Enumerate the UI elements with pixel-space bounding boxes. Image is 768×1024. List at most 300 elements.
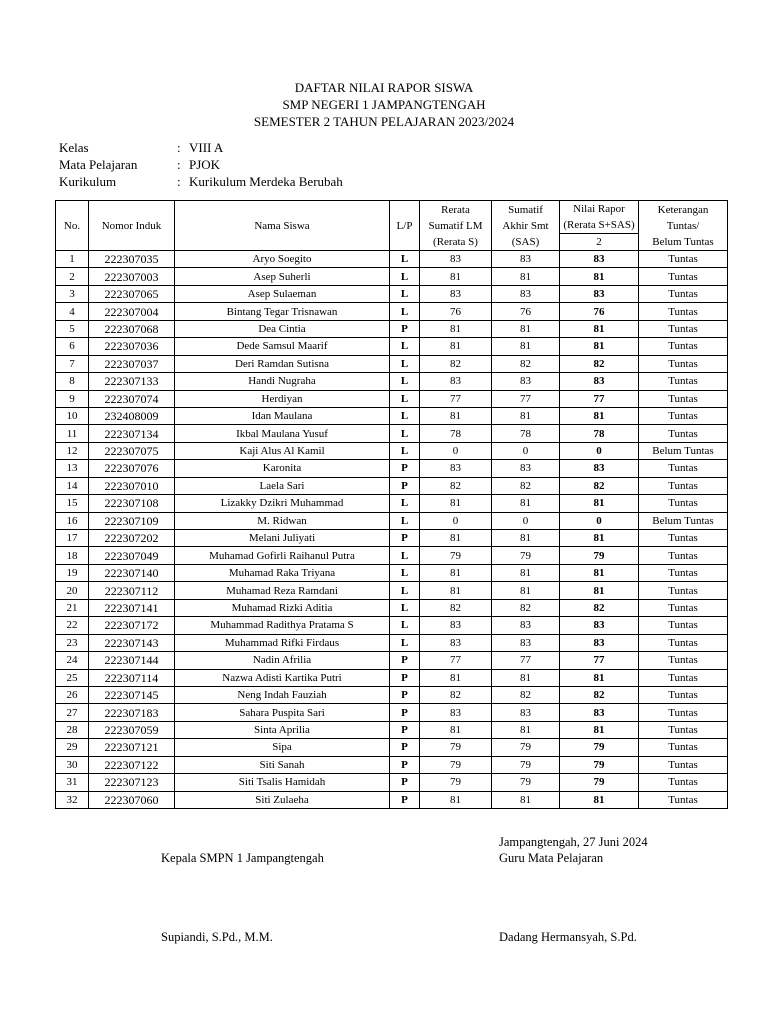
cell-no: 12 [56,442,89,459]
cell-lp: L [390,582,420,599]
cell-nilai-rapor: 81 [560,407,639,424]
cell-nomor-induk: 222307010 [89,477,175,494]
cell-sumatif-akhir: 79 [492,774,560,791]
cell-no: 25 [56,669,89,686]
cell-sumatif-akhir: 81 [492,530,560,547]
cell-rerata-sumatif: 81 [420,669,492,686]
cell-lp: L [390,634,420,651]
cell-sumatif-akhir: 77 [492,652,560,669]
cell-nama-siswa: Dede Samsul Maarif [175,338,390,355]
table-row [56,460,728,477]
header-line: Tuntas/ [666,219,700,232]
cell-nama-siswa: Ikbal Maulana Yusuf [175,425,390,442]
cell-nilai-rapor: 0 [560,512,639,529]
cell-lp: P [390,721,420,738]
cell-nilai-rapor: 81 [560,721,639,738]
cell-nilai-rapor: 81 [560,564,639,581]
cell-nama-siswa: Siti Tsalis Hamidah [175,774,390,791]
cell-rerata-sumatif: 79 [420,739,492,756]
meta-separator: : [177,174,181,189]
cell-lp: P [390,460,420,477]
cell-nama-siswa: Herdiyan [175,390,390,407]
cell-keterangan: Tuntas [639,669,728,686]
cell-nama-siswa: Muhammad Rifki Firdaus [175,634,390,651]
school-name: SMP NEGERI 1 JAMPANGTENGAH [282,97,486,112]
cell-nomor-induk: 222307065 [89,285,175,302]
cell-nama-siswa: Bintang Tegar Trisnawan [175,303,390,320]
cell-lp: P [390,477,420,494]
header-line: Keterangan [657,203,709,216]
cell-rerata-sumatif: 77 [420,652,492,669]
cell-nama-siswa: Sinta Aprilia [175,721,390,738]
cell-nama-siswa: Muhamad Reza Ramdani [175,582,390,599]
cell-nilai-rapor: 82 [560,355,639,372]
cell-keterangan: Tuntas [639,251,728,268]
header-line: Sumatif [508,203,543,216]
cell-rerata-sumatif: 83 [420,460,492,477]
cell-rerata-sumatif: 0 [420,442,492,459]
cell-no: 17 [56,530,89,547]
cell-rerata-sumatif: 83 [420,704,492,721]
cell-nomor-induk: 222307076 [89,460,175,477]
cell-lp: L [390,338,420,355]
cell-nama-siswa: Handi Nugraha [175,373,390,390]
cell-nomor-induk: 222307112 [89,582,175,599]
header-line: (SAS) [511,235,540,248]
cell-no: 8 [56,373,89,390]
cell-nomor-induk: 222307109 [89,512,175,529]
cell-no: 16 [56,512,89,529]
cell-rerata-sumatif: 82 [420,477,492,494]
place-date: Jampangtengah, 27 Juni 2024 [499,835,648,849]
cell-nilai-rapor: 76 [560,303,639,320]
cell-nama-siswa: Dea Cintia [175,320,390,337]
cell-nilai-rapor: 81 [560,338,639,355]
table-row [56,373,728,390]
cell-rerata-sumatif: 78 [420,425,492,442]
cell-lp: P [390,791,420,808]
cell-nomor-induk: 222307004 [89,303,175,320]
semester-info: SEMESTER 2 TAHUN PELAJARAN 2023/2024 [253,114,515,129]
table-row [56,739,728,756]
cell-rerata-sumatif: 82 [420,355,492,372]
cell-rerata-sumatif: 81 [420,721,492,738]
meta-value: VIII A [189,140,224,155]
table-row [56,407,728,424]
table-row [56,669,728,686]
cell-sumatif-akhir: 81 [492,407,560,424]
cell-nomor-induk: 222307202 [89,530,175,547]
cell-lp: P [390,756,420,773]
cell-no: 30 [56,756,89,773]
cell-rerata-sumatif: 83 [420,634,492,651]
table-row [56,599,728,616]
cell-nilai-rapor: 83 [560,285,639,302]
cell-lp: L [390,251,420,268]
cell-no: 15 [56,495,89,512]
principal-role: Kepala SMPN 1 Jampangtengah [161,851,324,865]
cell-keterangan: Belum Tuntas [639,442,728,459]
cell-rerata-sumatif: 81 [420,530,492,547]
cell-sumatif-akhir: 82 [492,355,560,372]
cell-nilai-rapor: 82 [560,599,639,616]
cell-keterangan: Tuntas [639,756,728,773]
table-row [56,530,728,547]
header-nomor-induk: Nomor Induk [89,201,175,251]
cell-nomor-induk: 222307003 [89,268,175,285]
header-line: 2 [596,236,602,248]
cell-no: 31 [56,774,89,791]
cell-keterangan: Tuntas [639,652,728,669]
cell-lp: L [390,442,420,459]
cell-nomor-induk: 222307144 [89,652,175,669]
cell-sumatif-akhir: 83 [492,373,560,390]
cell-no: 6 [56,338,89,355]
cell-no: 2 [56,268,89,285]
cell-sumatif-akhir: 83 [492,617,560,634]
cell-keterangan: Tuntas [639,686,728,703]
cell-nama-siswa: Asep Sulaeman [175,285,390,302]
cell-nama-siswa: Sipa [175,739,390,756]
cell-nomor-induk: 222307037 [89,355,175,372]
cell-nama-siswa: Aryo Soegito [175,251,390,268]
cell-nomor-induk: 222307108 [89,495,175,512]
cell-nilai-rapor: 83 [560,634,639,651]
cell-no: 5 [56,320,89,337]
cell-keterangan: Tuntas [639,530,728,547]
cell-nama-siswa: Nadin Afrilia [175,652,390,669]
table-row [56,547,728,564]
cell-keterangan: Tuntas [639,373,728,390]
cell-sumatif-akhir: 0 [492,442,560,459]
cell-nomor-induk: 222307172 [89,617,175,634]
cell-nomor-induk: 222307183 [89,704,175,721]
cell-rerata-sumatif: 82 [420,599,492,616]
cell-no: 11 [56,425,89,442]
cell-nilai-rapor: 81 [560,582,639,599]
header-nilai-rapor [560,201,639,251]
cell-keterangan: Tuntas [639,355,728,372]
cell-rerata-sumatif: 79 [420,756,492,773]
cell-lp: P [390,774,420,791]
cell-nama-siswa: Melani Juliyati [175,530,390,547]
table-row [56,756,728,773]
header-line: (Rerata S) [433,235,478,248]
cell-sumatif-akhir: 81 [492,721,560,738]
cell-sumatif-akhir: 76 [492,303,560,320]
cell-keterangan: Tuntas [639,791,728,808]
cell-nama-siswa: Nazwa Adisti Kartika Putri [175,669,390,686]
header-sumatif-akhir [492,201,560,251]
meta-label: Kelas [59,140,89,155]
table-row [56,251,728,268]
cell-rerata-sumatif: 77 [420,390,492,407]
cell-no: 4 [56,303,89,320]
cell-lp: L [390,547,420,564]
cell-no: 21 [56,599,89,616]
cell-sumatif-akhir: 81 [492,791,560,808]
cell-sumatif-akhir: 78 [492,425,560,442]
header-line: (Rerata S+SAS) [560,217,638,234]
cell-lp: P [390,739,420,756]
cell-rerata-sumatif: 76 [420,303,492,320]
cell-nomor-induk: 222307035 [89,251,175,268]
cell-no: 7 [56,355,89,372]
cell-nomor-induk: 222307141 [89,599,175,616]
cell-keterangan: Tuntas [639,460,728,477]
table-row [56,338,728,355]
cell-rerata-sumatif: 79 [420,774,492,791]
cell-rerata-sumatif: 81 [420,338,492,355]
table-row [56,285,728,302]
cell-nomor-induk: 232408009 [89,407,175,424]
cell-rerata-sumatif: 83 [420,285,492,302]
cell-lp: P [390,652,420,669]
table-header-row [56,201,728,251]
cell-keterangan: Tuntas [639,320,728,337]
cell-nilai-rapor: 81 [560,495,639,512]
cell-nomor-induk: 222307036 [89,338,175,355]
table-row [56,268,728,285]
cell-lp: L [390,617,420,634]
table-row [56,634,728,651]
cell-no: 18 [56,547,89,564]
cell-nomor-induk: 222307122 [89,756,175,773]
cell-sumatif-akhir: 79 [492,547,560,564]
cell-keterangan: Tuntas [639,564,728,581]
cell-nilai-rapor: 81 [560,268,639,285]
header-keterangan [639,201,728,251]
document-title: DAFTAR NILAI RAPOR SISWA [294,80,474,95]
cell-nama-siswa: Idan Maulana [175,407,390,424]
cell-keterangan: Tuntas [639,477,728,494]
grades-table [55,200,728,809]
cell-sumatif-akhir: 0 [492,512,560,529]
cell-nomor-induk: 222307134 [89,425,175,442]
cell-nilai-rapor: 79 [560,756,639,773]
cell-nilai-rapor: 83 [560,704,639,721]
meta-label: Mata Pelajaran [59,157,138,172]
cell-nilai-rapor: 82 [560,686,639,703]
cell-rerata-sumatif: 81 [420,407,492,424]
table-row [56,617,728,634]
header-line: Sumatif LM [428,219,483,232]
cell-nomor-induk: 222307133 [89,373,175,390]
cell-keterangan: Tuntas [639,704,728,721]
cell-sumatif-akhir: 79 [492,756,560,773]
table-row [56,477,728,494]
cell-no: 3 [56,285,89,302]
cell-lp: L [390,373,420,390]
cell-nama-siswa: Muhamad Rizki Aditia [175,599,390,616]
cell-nomor-induk: 222307068 [89,320,175,337]
meta-separator: : [177,157,181,172]
cell-keterangan: Tuntas [639,338,728,355]
cell-keterangan: Tuntas [639,495,728,512]
cell-nama-siswa: Muhammad Radithya Pratama S [175,617,390,634]
cell-nilai-rapor: 83 [560,617,639,634]
meta-separator: : [177,140,181,155]
cell-nama-siswa: Lizakky Dzikri Muhammad [175,495,390,512]
cell-nilai-rapor: 81 [560,791,639,808]
cell-nama-siswa: Asep Suherli [175,268,390,285]
cell-sumatif-akhir: 81 [492,564,560,581]
cell-rerata-sumatif: 81 [420,564,492,581]
cell-sumatif-akhir: 83 [492,460,560,477]
cell-rerata-sumatif: 81 [420,268,492,285]
cell-nama-siswa: Muhamad Raka Triyana [175,564,390,581]
cell-no: 10 [56,407,89,424]
cell-rerata-sumatif: 81 [420,320,492,337]
table-body [56,251,728,809]
cell-nilai-rapor: 81 [560,530,639,547]
cell-sumatif-akhir: 81 [492,669,560,686]
cell-sumatif-akhir: 81 [492,338,560,355]
cell-lp: P [390,686,420,703]
cell-nilai-rapor: 79 [560,547,639,564]
cell-lp: P [390,530,420,547]
cell-nama-siswa: M. Ridwan [175,512,390,529]
cell-no: 28 [56,721,89,738]
cell-lp: P [390,669,420,686]
cell-nama-siswa: Siti Sanah [175,756,390,773]
table-row [56,303,728,320]
cell-nilai-rapor: 77 [560,390,639,407]
cell-lp: L [390,407,420,424]
cell-keterangan: Tuntas [639,582,728,599]
header-line: Akhir Smt [502,219,549,232]
cell-lp: L [390,495,420,512]
meta-value: PJOK [189,157,221,172]
cell-lp: P [390,320,420,337]
cell-nilai-rapor: 83 [560,251,639,268]
cell-nama-siswa: Muhamad Gofirli Raihanul Putra [175,547,390,564]
cell-lp: P [390,704,420,721]
cell-no: 13 [56,460,89,477]
cell-sumatif-akhir: 77 [492,390,560,407]
cell-nilai-rapor: 78 [560,425,639,442]
table-row [56,425,728,442]
cell-no: 23 [56,634,89,651]
teacher-name: Dadang Hermansyah, S.Pd. [499,930,637,944]
cell-nilai-rapor: 81 [560,320,639,337]
cell-rerata-sumatif: 83 [420,373,492,390]
cell-sumatif-akhir: 82 [492,686,560,703]
table-row [56,320,728,337]
cell-nomor-induk: 222307143 [89,634,175,651]
cell-rerata-sumatif: 83 [420,251,492,268]
table-row [56,495,728,512]
cell-sumatif-akhir: 82 [492,599,560,616]
cell-rerata-sumatif: 82 [420,686,492,703]
cell-no: 20 [56,582,89,599]
cell-keterangan: Tuntas [639,407,728,424]
cell-nilai-rapor: 82 [560,477,639,494]
cell-lp: L [390,425,420,442]
cell-sumatif-akhir: 83 [492,285,560,302]
table-row [56,582,728,599]
cell-rerata-sumatif: 83 [420,617,492,634]
cell-no: 27 [56,704,89,721]
cell-lp: L [390,355,420,372]
cell-nama-siswa: Karonita [175,460,390,477]
cell-nomor-induk: 222307145 [89,686,175,703]
table-row [56,564,728,581]
header-rerata-sumatif [420,201,492,251]
table-row [56,791,728,808]
cell-sumatif-akhir: 83 [492,704,560,721]
cell-keterangan: Belum Tuntas [639,512,728,529]
table-row [56,686,728,703]
cell-sumatif-akhir: 83 [492,634,560,651]
principal-name: Supiandi, S.Pd., M.M. [161,930,273,944]
cell-keterangan: Tuntas [639,285,728,302]
cell-nomor-induk: 222307074 [89,390,175,407]
cell-no: 1 [56,251,89,268]
cell-keterangan: Tuntas [639,634,728,651]
table-row [56,774,728,791]
cell-nama-siswa: Kaji Alus Al Kamil [175,442,390,459]
table-row [56,652,728,669]
cell-nama-siswa: Sahara Puspita Sari [175,704,390,721]
cell-nilai-rapor: 0 [560,442,639,459]
cell-no: 22 [56,617,89,634]
cell-no: 24 [56,652,89,669]
table-row [56,512,728,529]
cell-nomor-induk: 222307121 [89,739,175,756]
table-row [56,390,728,407]
cell-nomor-induk: 222307075 [89,442,175,459]
cell-nilai-rapor: 79 [560,774,639,791]
cell-nilai-rapor: 83 [560,460,639,477]
cell-nilai-rapor: 83 [560,373,639,390]
cell-rerata-sumatif: 0 [420,512,492,529]
cell-keterangan: Tuntas [639,425,728,442]
cell-sumatif-akhir: 81 [492,495,560,512]
cell-nama-siswa: Siti Zulaeha [175,791,390,808]
cell-nomor-induk: 222307140 [89,564,175,581]
cell-nomor-induk: 222307123 [89,774,175,791]
cell-keterangan: Tuntas [639,268,728,285]
cell-no: 29 [56,739,89,756]
header-line: Rerata [441,203,470,216]
cell-keterangan: Tuntas [639,721,728,738]
cell-no: 32 [56,791,89,808]
cell-lp: L [390,599,420,616]
meta-label: Kurikulum [59,174,117,189]
cell-nama-siswa: Laela Sari [175,477,390,494]
cell-no: 19 [56,564,89,581]
cell-lp: L [390,303,420,320]
cell-sumatif-akhir: 81 [492,582,560,599]
cell-nomor-induk: 222307060 [89,791,175,808]
table-row [56,704,728,721]
cell-rerata-sumatif: 79 [420,547,492,564]
cell-lp: L [390,564,420,581]
cell-nomor-induk: 222307059 [89,721,175,738]
cell-rerata-sumatif: 81 [420,791,492,808]
cell-no: 26 [56,686,89,703]
teacher-role: Guru Mata Pelajaran [499,851,604,865]
cell-sumatif-akhir: 81 [492,320,560,337]
cell-lp: L [390,512,420,529]
cell-nomor-induk: 222307049 [89,547,175,564]
meta-value: Kurikulum Merdeka Berubah [189,174,343,189]
cell-sumatif-akhir: 81 [492,268,560,285]
cell-nilai-rapor: 79 [560,739,639,756]
cell-sumatif-akhir: 82 [492,477,560,494]
cell-keterangan: Tuntas [639,774,728,791]
